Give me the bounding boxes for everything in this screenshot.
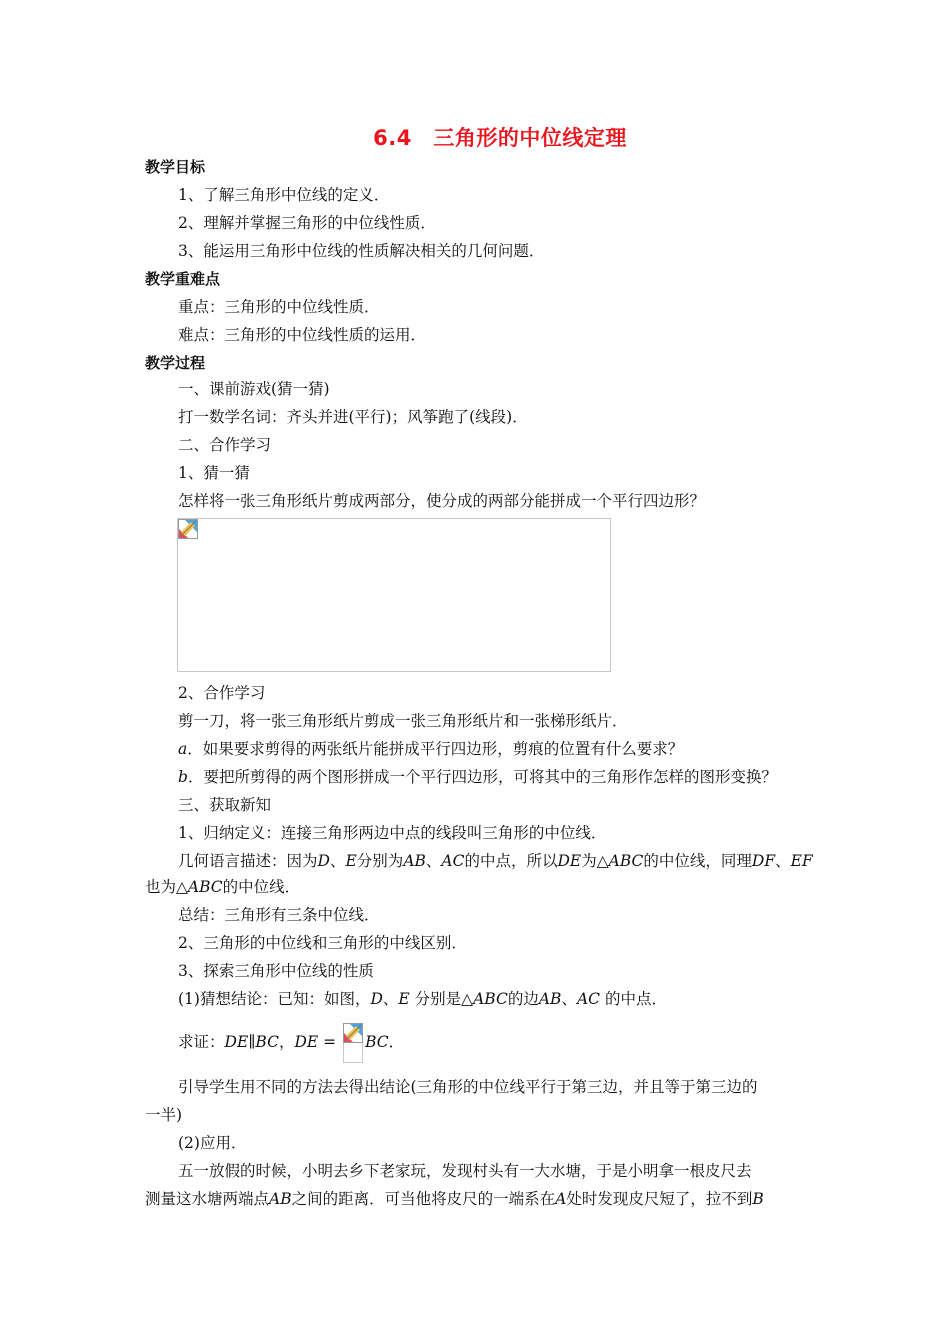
geo-text: 几何语言描述：因为 xyxy=(178,852,318,870)
geo-var-ef: EF xyxy=(790,852,813,870)
summary-text: 总结：三角形有三条中位线． xyxy=(178,906,380,924)
proof-bc: BC xyxy=(365,1033,389,1051)
story-text-1: 五一放假的时候，小明去乡下老家玩，发现村头有一大水塘，于是小明拿一根皮尺去 xyxy=(178,1162,752,1180)
conj-var-ac: AC xyxy=(576,990,601,1008)
story-text: 处时发现皮尺短了，拉不到 xyxy=(566,1190,753,1208)
difference-text: 2、三角形的中位线和三角形的中线区别． xyxy=(178,934,467,952)
conj-text: 的边 xyxy=(507,990,539,1008)
geo-var-ab: AB xyxy=(403,852,426,870)
conj-text: 分别是△ xyxy=(409,990,474,1008)
game-text: 打一数学名词：齐头并进(平行)；风筝跑了(线段)． xyxy=(178,408,528,426)
cut-text: 剪一刀，将一张三角形纸片剪成一张三角形纸片和一张梯形纸片． xyxy=(178,712,628,730)
fraction-image xyxy=(343,1023,363,1063)
guide-text-2: 一半) xyxy=(145,1106,183,1124)
keypoint-key: 重点：三角形的中位线性质． xyxy=(178,298,380,316)
keypoint-difficult: 难点：三角形的中位线性质的运用． xyxy=(178,326,427,344)
question-b-text: ．要把所剪得的两个图形拼成一个平行四边形，可将其中的三角形作怎样的图形变换？ xyxy=(187,768,777,786)
page-title: 6.4 三角形的中位线定理 xyxy=(373,126,627,150)
geo-var-abc: ABC xyxy=(608,852,644,870)
geo-sep: 、 xyxy=(329,852,346,870)
coop-title: 二、合作学习 xyxy=(178,436,272,454)
geo-text: 的中位线． xyxy=(222,878,301,896)
guess-title: 1、猜一猜 xyxy=(178,464,250,482)
conjecture-text xyxy=(178,989,667,1009)
geometry-description-cont xyxy=(145,877,300,897)
coop2-title: 2、合作学习 xyxy=(178,684,266,702)
geo-text: 为△ xyxy=(581,852,609,870)
keypoints-heading: 教学重难点 xyxy=(145,270,221,288)
proof-parallel: DE∥BC xyxy=(224,1033,279,1051)
story-var-b: B xyxy=(752,1190,764,1208)
question-a-text: ．如果要求剪得的两张纸片能拼成平行四边形，剪痕的位置有什么要求？ xyxy=(187,740,684,758)
goal-item-1: 1、了解三角形中位线的定义． xyxy=(178,186,390,204)
geo-text: 分别为 xyxy=(356,852,404,870)
broken-image-icon xyxy=(178,519,198,539)
goal-item-3: 3、能运用三角形中位线的性质解决相关的几何问题． xyxy=(178,242,545,260)
question-b-label: b xyxy=(178,768,188,786)
proof-equal: DE = xyxy=(294,1033,342,1051)
proof-text: 求证： xyxy=(178,1033,225,1051)
broken-image-icon xyxy=(343,1023,363,1043)
triangle-cut-figure xyxy=(177,518,611,672)
geo-var-d: D xyxy=(317,852,330,870)
geo-sep: 、 xyxy=(425,852,442,870)
geo-text: 也为△ xyxy=(145,878,188,896)
geo-var-de: DE xyxy=(557,852,582,870)
question-a xyxy=(178,739,683,759)
conj-sep: 、 xyxy=(382,990,399,1008)
story-var-ab: AB xyxy=(269,1190,292,1208)
guide-text-1: 引导学生用不同的方法去得出结论(三角形的中位线平行于第三边，并且等于第三边的 xyxy=(178,1078,758,1096)
goals-heading: 教学目标 xyxy=(145,158,206,176)
geo-var-df: DF xyxy=(751,852,776,870)
proof-end: ． xyxy=(388,1033,405,1051)
geo-var-abc: ABC xyxy=(187,878,223,896)
definition-text: 1、归纳定义：连接三角形两边中点的线段叫三角形的中位线． xyxy=(178,824,607,842)
fraction-frame xyxy=(343,1043,363,1063)
explore-text: 3、探索三角形中位线的性质 xyxy=(178,962,374,980)
story-var-a: A xyxy=(555,1190,567,1208)
geo-var-e: E xyxy=(345,852,357,870)
game-title: 一、课前游戏(猜一猜) xyxy=(178,380,330,398)
conj-var-d: D xyxy=(370,990,383,1008)
conj-var-abc: ABC xyxy=(473,990,508,1008)
conj-text: 的中点． xyxy=(600,990,667,1008)
geo-var-ac: AC xyxy=(441,852,465,870)
story-text: 测量这水塘两端点 xyxy=(145,1190,270,1208)
conj-var-e: E xyxy=(398,990,410,1008)
new-knowledge-title: 三、获取新知 xyxy=(178,796,272,814)
geo-text: 的中点，所以 xyxy=(464,852,558,870)
story-text: 之间的距离．可当他将皮尺的一端系在 xyxy=(291,1190,556,1208)
proof-statement xyxy=(178,1022,404,1062)
conj-sep: 、 xyxy=(561,990,577,1008)
story-text-2 xyxy=(145,1189,764,1209)
question-b xyxy=(178,767,777,787)
geometry-description xyxy=(178,851,813,871)
question-a-label: a xyxy=(178,740,188,758)
process-heading: 教学过程 xyxy=(145,354,206,372)
guess-text: 怎样将一张三角形纸片剪成两部分，使分成的两部分能拼成一个平行四边形？ xyxy=(178,492,706,510)
geo-sep: 、 xyxy=(775,852,791,870)
application-title: (2)应用． xyxy=(178,1134,247,1152)
conj-text: (1)猜想结论：已知：如图， xyxy=(178,990,371,1008)
conj-var-ab: AB xyxy=(538,990,562,1008)
goal-item-2: 2、理解并掌握三角形的中位线性质． xyxy=(178,214,436,232)
proof-sep: ， xyxy=(278,1033,295,1051)
geo-text: 的中位线，同理 xyxy=(643,852,752,870)
